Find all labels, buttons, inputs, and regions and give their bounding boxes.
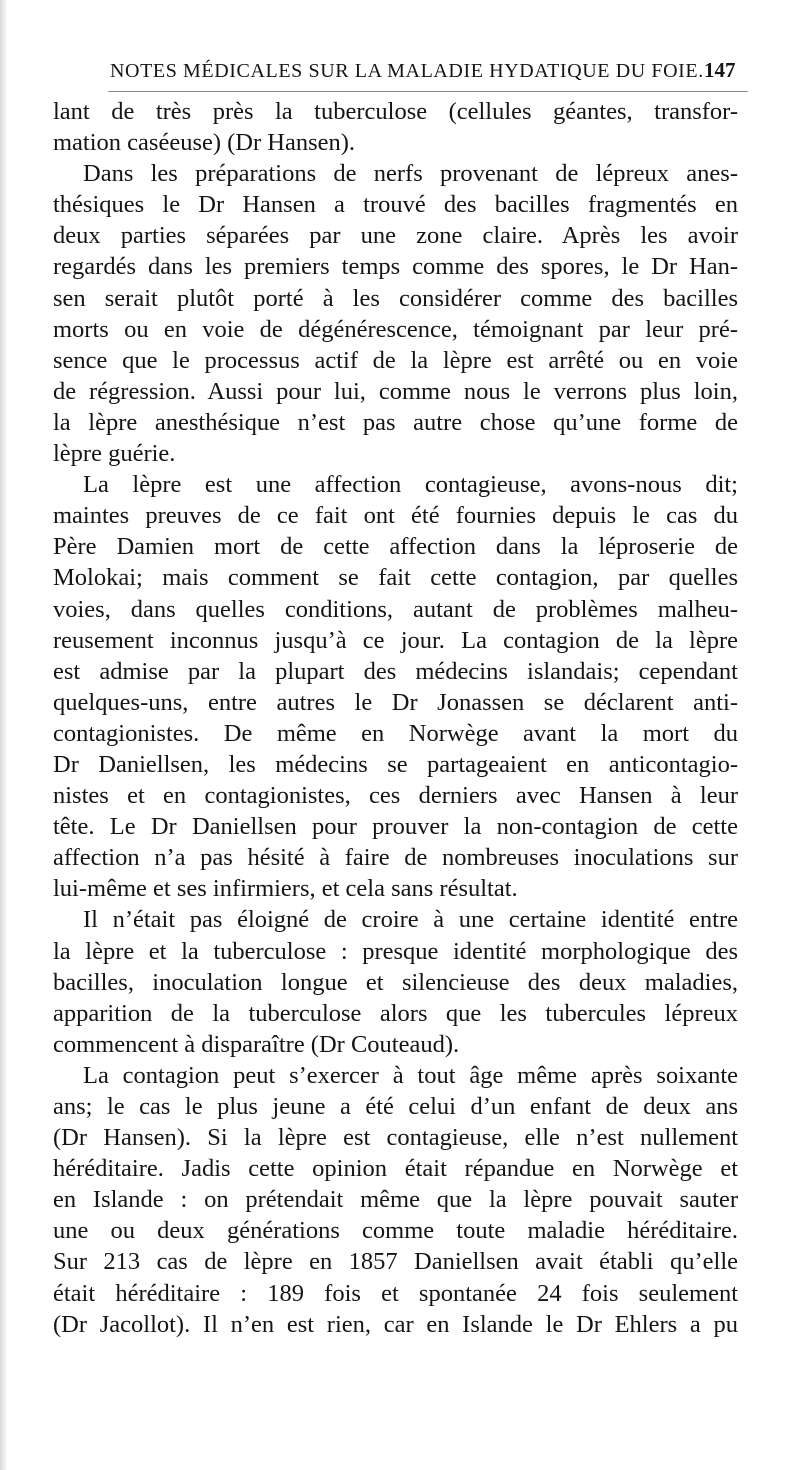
text-line: une ou deux générations comme toute maladie héréditaire. xyxy=(53,1217,738,1245)
text-line: (Dr Hansen). Si la lèpre est contagieuse, elle n’est nullement xyxy=(53,1124,738,1152)
text-line: sen serait plutôt porté à les considérer comme des bacilles xyxy=(53,284,738,312)
text-line: la lèpre anesthésique n’est pas autre chose qu’une forme de xyxy=(53,408,738,436)
page-number: 147 xyxy=(704,58,736,82)
text-line: quelques-uns, entre autres le Dr Jonassen se déclarent anti- xyxy=(53,688,738,716)
text-line: lant de très près la tuberculose (cellules géantes, transfor- xyxy=(53,98,738,125)
text-line: bacilles, inoculation longue et silencieuse des deux maladies, xyxy=(53,968,738,996)
body-text xyxy=(53,96,738,1340)
text-line: en Islande : on prétendait même que la lèpre pouvait sauter xyxy=(53,1186,738,1214)
text-line: était héréditaire : 189 fois et spontanée 24 fois seulement xyxy=(53,1279,738,1307)
text-line: héréditaire. Jadis cette opinion était répandue en Norwège et xyxy=(53,1155,738,1183)
text-line: lèpre guérie. xyxy=(53,440,176,468)
text-line: (Dr Jacollot). Il n’en est rien, car en Islande le Dr Ehlers a pu xyxy=(53,1310,738,1338)
text-line: thésiques le Dr Hansen a trouvé des bacilles fragmentés en xyxy=(53,191,738,219)
text-line: sence que le processus actif de la lèpre est arrêté ou en voie xyxy=(53,346,738,374)
text-line: deux parties séparées par une zone claire. Après les avoir xyxy=(53,222,738,250)
text-line: ans; le cas le plus jeune a été celui d’un enfant de deux ans xyxy=(53,1093,738,1120)
text-line: de régression. Aussi pour lui, comme nous le verrons plus loin, xyxy=(53,377,738,405)
running-head-title: NOTES MÉDICALES SUR LA MALADIE HYDATIQUE DU FOIE. xyxy=(110,60,704,82)
text-line: commencent à disparaître (Dr Couteaud). xyxy=(53,1030,460,1058)
text-line: lui-même et ses infirmiers, et cela sans résultat. xyxy=(53,875,518,903)
header-rule xyxy=(108,91,748,92)
text-line: affection n’a pas hésité à faire de nombreuses inoculations sur xyxy=(53,844,738,872)
text-line: mation caséeuse) (Dr Hansen). xyxy=(53,129,356,157)
page-gutter-shadow xyxy=(0,0,8,1470)
text-line: Sur 213 cas de lèpre en 1857 Daniellsen avait établi qu’elle xyxy=(53,1248,738,1276)
text-line: contagionistes. De même en Norwège avant la mort du xyxy=(53,719,738,747)
text-line: nistes et en contagionistes, ces derniers avec Hansen à leur xyxy=(53,782,738,810)
text-line: apparition de la tuberculose alors que les tubercules lépreux xyxy=(53,999,738,1027)
text-line: Molokai; mais comment se fait cette contagion, par quelles xyxy=(53,564,738,592)
text-line: la lèpre et la tuberculose : presque identité morphologique des xyxy=(53,937,738,965)
text-line: Dans les préparations de nerfs provenant de lépreux anes- xyxy=(83,160,738,188)
text-line: morts ou en voie de dégénérescence, témoignant par leur pré- xyxy=(53,315,738,343)
text-line: Père Damien mort de cette affection dans la léproserie de xyxy=(53,533,738,561)
text-line: tête. Le Dr Daniellsen pour prouver la non-contagion de cette xyxy=(53,813,738,841)
text-line: Dr Daniellsen, les médecins se partageaient en anticontagio- xyxy=(53,750,738,778)
text-line: maintes preuves de ce fait ont été fournies depuis le cas du xyxy=(53,502,738,530)
text-line: voies, dans quelles conditions, autant de problèmes malheu- xyxy=(53,595,738,623)
text-line: La lèpre est une affection contagieuse, avons-nous dit; xyxy=(83,471,738,499)
text-line: reusement inconnus jusqu’à ce jour. La contagion de la lèpre xyxy=(53,626,738,654)
text-line: regardés dans les premiers temps comme des spores, le Dr Han- xyxy=(53,253,738,281)
text-line: Il n’était pas éloigné de croire à une certaine identité entre xyxy=(83,906,738,934)
text-line: La contagion peut s’exercer à tout âge même après soixante xyxy=(83,1061,738,1089)
text-line: est admise par la plupart des médecins islandais; cependant xyxy=(53,657,738,685)
